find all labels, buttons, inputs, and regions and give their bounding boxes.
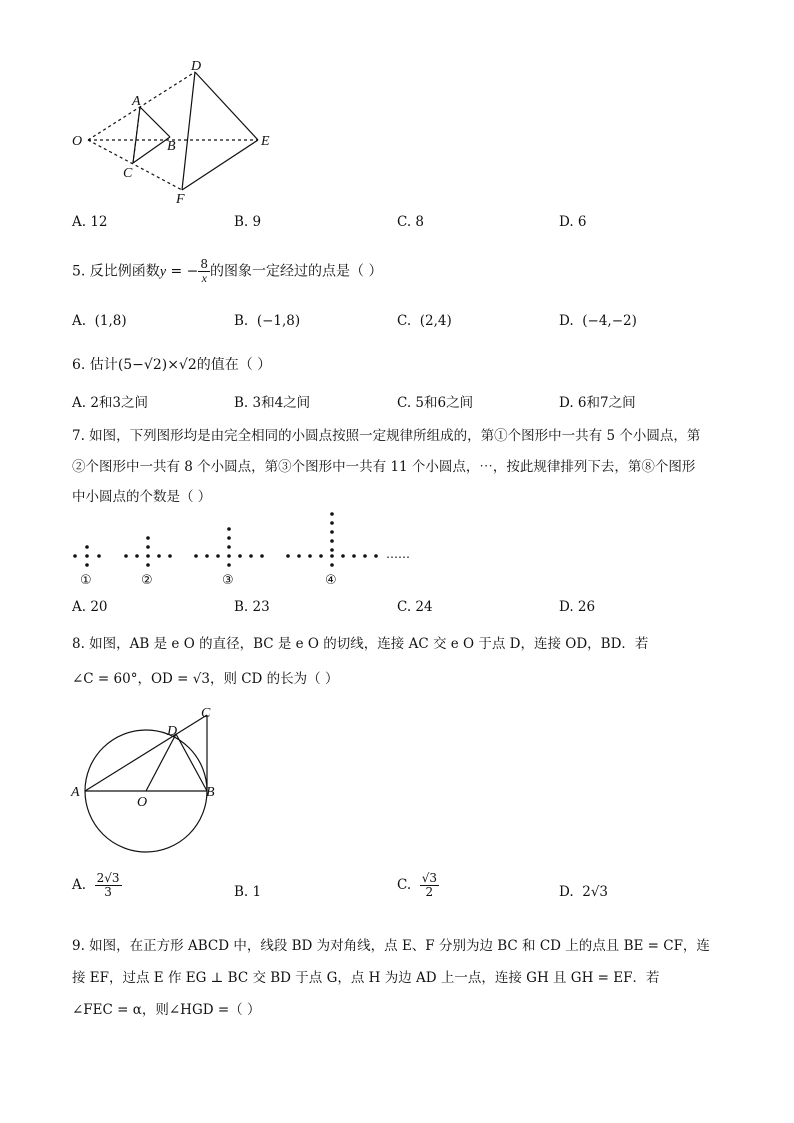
q6-option-d: D. 6和7之间 (559, 395, 636, 411)
q5-option-b: B. (−1,8) (234, 313, 301, 329)
q8-figure (66, 700, 236, 860)
q8-option-c: C. $\frac{√3}{2}$ (397, 871, 438, 900)
q7-line-1: 7. 如图，下列图形均是由完全相同的小圆点按照一定规律所组成的，第①个图形中一共有 5 个小圆点，第 (72, 428, 701, 444)
q7-fig-label-4: ④ (325, 573, 337, 588)
q7-ellipsis: …… (386, 547, 410, 561)
q5-option-d: D. (−4,−2) (559, 313, 637, 329)
q8-option-d: D. 2√3 (559, 884, 609, 900)
fig4-label-B: B (167, 139, 176, 154)
q4-figure (60, 55, 290, 210)
q7-line-2: ②个图形中一共有 8 个小圆点，第③个图形中一共有 11 个小圆点，⋯，按此规律排列下去，第⑧个图形 (72, 459, 696, 475)
q6-option-b: B. 3和4之间 (234, 395, 311, 411)
q5-option-a: A. (1,8) (72, 313, 127, 329)
q7-option-c: C. 24 (397, 599, 433, 615)
fig4-label-E: E (261, 134, 270, 149)
q4-option-d: D. 6 (559, 214, 587, 230)
q7-fig-label-2: ② (141, 573, 153, 588)
q4-option-c: C. 8 (397, 214, 425, 230)
q9-line-1: 9. 如图，在正方形 ABCD 中，线段 BD 为对角线，点 E、F 分别为边 BC 和 CD 上的点且 BE = CF，连 (72, 938, 710, 954)
q5-stem: 5. 反比例函数y = − $\frac{8}{x}$ 的图象一定经过的点是（ ） (72, 257, 383, 286)
q8-label-A: A (71, 785, 80, 800)
q4-option-a: A. 12 (72, 214, 108, 230)
q6-option-c: C. 5和6之间 (397, 395, 474, 411)
q9-line-3: ∠FEC = α，则∠HGD =（ ） (72, 1002, 261, 1018)
q5-option-c: C. (2,4) (397, 313, 452, 329)
q7-option-d: D. 26 (559, 599, 596, 615)
q8-line-1: 8. 如图，AB 是 e O 的直径，BC 是 e O 的切线，连接 AC 交 e O 于点 D，连接 OD，BD．若 (72, 636, 649, 652)
q8-line-2: ∠C = 60°，OD = √3，则 CD 的长为（ ） (72, 671, 339, 687)
q7-fig-label-1: ① (80, 573, 92, 588)
q7-fig-label-3: ③ (222, 573, 234, 588)
q8-option-b: B. 1 (234, 884, 262, 900)
q8-label-D: D (167, 724, 178, 739)
q8-label-C: C (201, 706, 211, 721)
q8-label-B: B (206, 785, 215, 800)
q7-option-a: A. 20 (72, 599, 108, 615)
q7-dot-figures (66, 508, 426, 592)
q6-option-a: A. 2和3之间 (72, 395, 149, 411)
fig4-label-D: D (191, 59, 202, 74)
q7-line-3: 中小圆点的个数是（ ） (72, 489, 212, 505)
q4-option-b: B. 9 (234, 214, 262, 230)
fig4-label-A: A (132, 94, 141, 109)
fig4-label-C: C (123, 166, 133, 181)
q6-expression: (5−√2)×√2 (117, 357, 197, 373)
fig4-label-O: O (72, 134, 83, 149)
q7-option-b: B. 23 (234, 599, 270, 615)
q9-line-2: 接 EF，过点 E 作 EG ⊥ BC 交 BD 于点 G，点 H 为边 AD 上一点，连接 GH 且 GH = EF．若 (72, 970, 660, 986)
q5-fraction: $\frac{8}{x}$ (200, 257, 209, 286)
q8-option-a: A. $\frac{2√3}{3}$ (72, 871, 120, 900)
fig4-label-F: F (176, 192, 185, 207)
q8-label-O: O (137, 795, 148, 810)
q6-stem: 6. 估计(5−√2)×√2的值在（ ） (72, 357, 272, 373)
